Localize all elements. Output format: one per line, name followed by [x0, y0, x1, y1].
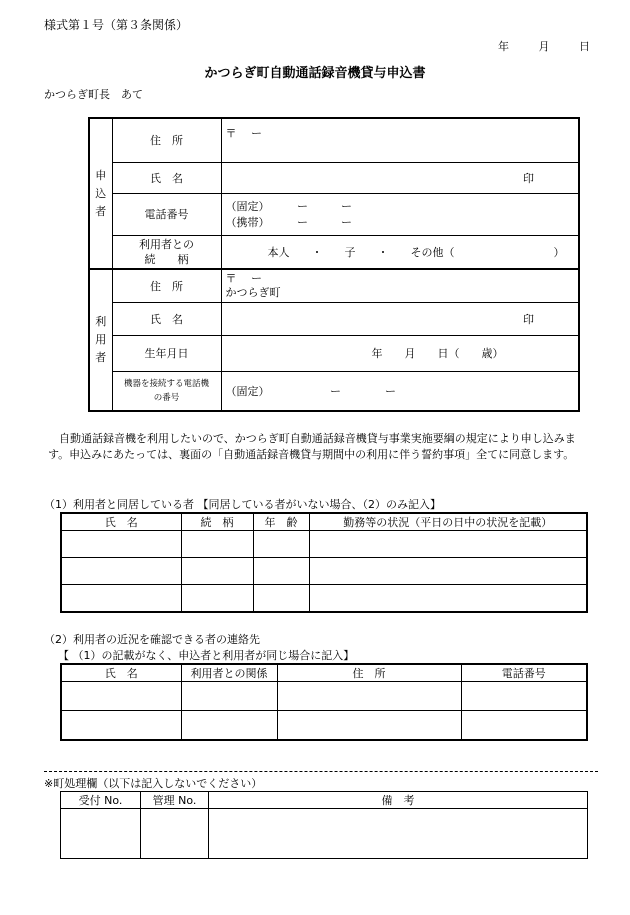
addressee: かつらぎ町長 あて	[44, 88, 143, 101]
contact-table	[60, 663, 588, 741]
applicant-user-table	[88, 117, 580, 412]
column-header: 住 所	[277, 664, 461, 682]
applicant-name-label: 氏 名	[112, 162, 221, 193]
applicant-phone-field[interactable]	[221, 193, 579, 235]
office-divider	[44, 771, 598, 772]
office-heading: ※町処理欄（以下は記入しないでください）	[44, 777, 263, 790]
device-phone-label: 機器を接続する電話機 の番号	[112, 371, 221, 411]
column-header: 続 柄	[181, 513, 253, 531]
column-header: 備 考	[209, 792, 588, 809]
form-number: 様式第１号（第３条関係）	[44, 18, 189, 32]
column-header: 電話番号	[461, 664, 587, 682]
user-address-field[interactable]	[221, 269, 579, 302]
table-row	[61, 682, 587, 711]
user-postal: 〒 ー	[225, 271, 262, 285]
page-title: かつらぎ町自動通話録音機貸与申込書	[204, 66, 426, 81]
section1-heading: （1）利用者と同居している者 【同居している者がいない場合、（2）のみ記入】	[44, 498, 441, 511]
applicant-phone-label: 電話番号	[112, 193, 221, 235]
phone-mobile: （携帯） ー ー	[225, 216, 352, 229]
office-table	[60, 791, 588, 859]
user-address-label: 住 所	[112, 269, 221, 302]
phone-fixed: （固定） ー ー	[225, 200, 352, 213]
seal-mark: 印	[523, 171, 534, 185]
applicant-address-field[interactable]	[221, 118, 579, 162]
cohabitant-table	[60, 512, 588, 613]
user-town: かつらぎ町	[225, 285, 281, 299]
statement-text: 自動通話録音機を利用したいので、かつらぎ町自動通話録音機貸与事業実施要綱の規定により申し込みます。申込みにあたっては、裏面の「自動通話録音機貸与期間中の利用に伴う誓約事項」全てに同意します。	[48, 432, 576, 461]
date-year: 年	[498, 40, 509, 53]
table-row	[61, 531, 587, 558]
table-row	[61, 558, 587, 585]
column-header: 年 齢	[253, 513, 309, 531]
date-line	[498, 38, 590, 54]
birth-field[interactable]: 年 月 日（ 歳）	[221, 335, 579, 371]
applicant-postal: 〒 ー	[225, 127, 262, 140]
column-header: 氏 名	[61, 664, 181, 682]
applicant-group-label: 申 込 者	[89, 118, 112, 269]
relation-options[interactable]: 本人 ・ 子 ・ その他（ ）	[221, 235, 579, 269]
column-header: 管理 No.	[141, 792, 209, 809]
column-header: 利用者との関係	[181, 664, 277, 682]
user-name-label: 氏 名	[112, 302, 221, 335]
date-month: 月	[538, 40, 550, 53]
column-header: 勤務等の状況（平日の日中の状況を記載）	[309, 513, 587, 531]
relation-label: 利用者との 続 柄	[112, 235, 221, 269]
date-day: 日	[579, 40, 590, 53]
user-group-label: 利 用 者	[89, 269, 112, 411]
birth-label: 生年月日	[112, 335, 221, 371]
applicant-address-label: 住 所	[112, 118, 221, 162]
column-header: 氏 名	[61, 513, 181, 531]
table-row	[61, 809, 588, 859]
seal-mark: 印	[523, 312, 534, 326]
section2-heading: （2）利用者の近況を確認できる者の連絡先	[44, 633, 260, 646]
table-row	[61, 585, 587, 612]
section2-subheading: 【 （1）の記載がなく、申込者と利用者が同じ場合に記入】	[58, 649, 355, 662]
device-phone-field[interactable]: （固定） ー ー	[221, 371, 579, 411]
table-row	[61, 711, 587, 740]
user-name-field[interactable]	[221, 302, 579, 335]
column-header: 受付 No.	[61, 792, 141, 809]
applicant-name-field[interactable]	[221, 162, 579, 193]
